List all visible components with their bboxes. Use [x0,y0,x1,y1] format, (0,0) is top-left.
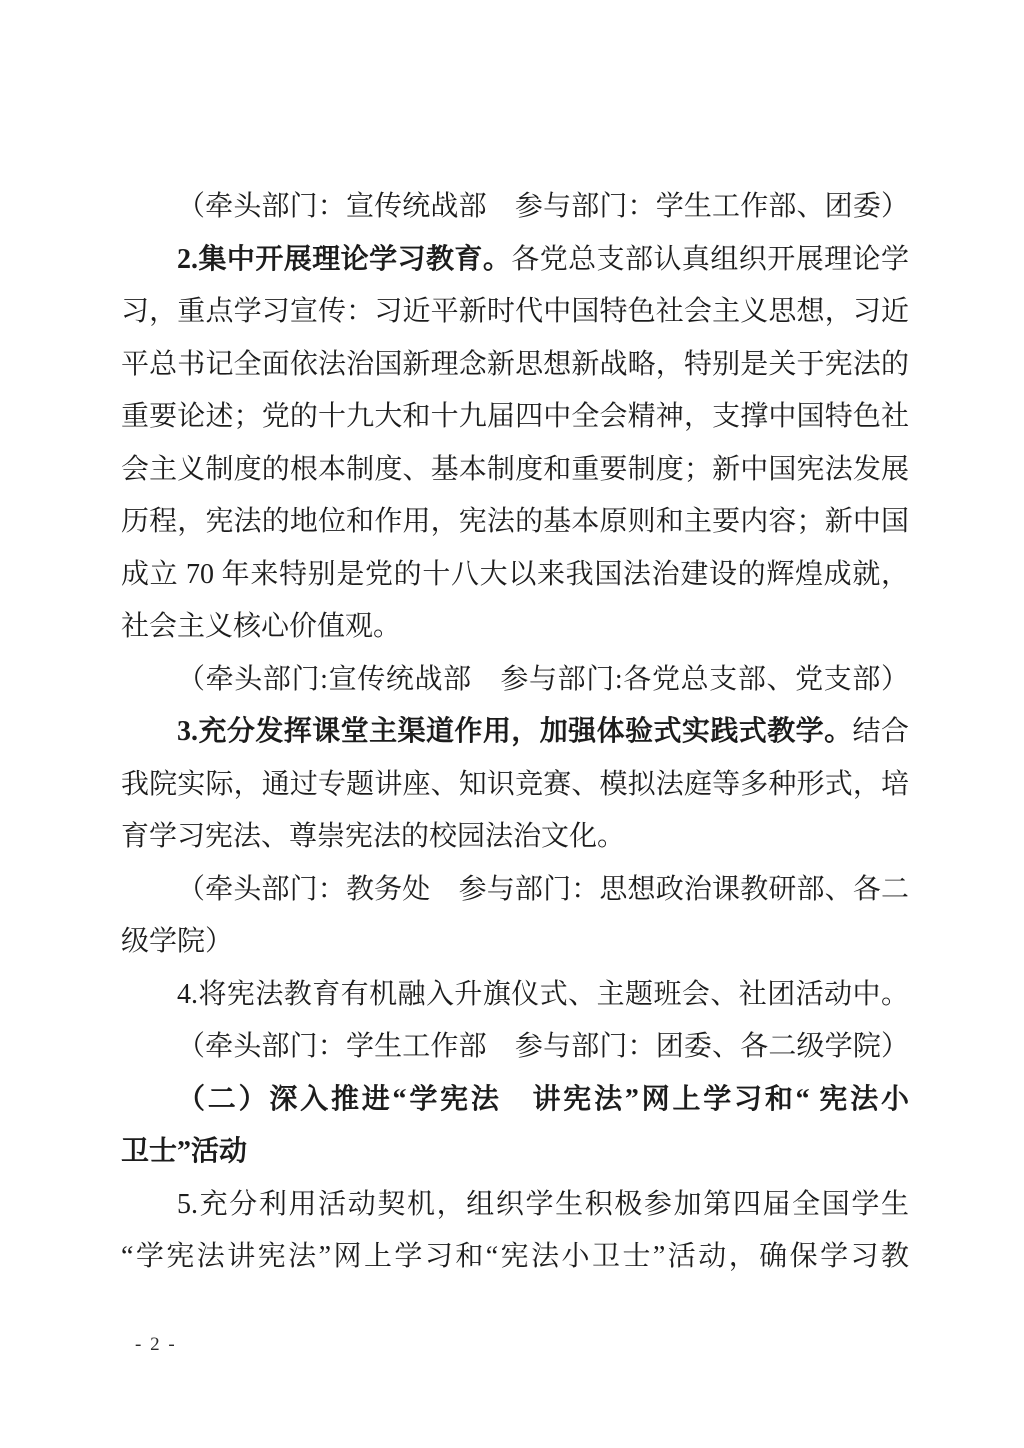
document-line [121,286,909,339]
text-segment: 育学习宪法、尊崇宪法的校园法治文化。 [121,821,626,852]
document-line [121,706,909,759]
text-segment: 习，重点学习宣传：习近平新时代中国特色社会主义思想，习近 [121,296,909,327]
text-segment: 历程，宪法的地位和作用，宪法的基本原则和主要内容；新中国 [121,506,909,537]
document-line [121,759,909,812]
document-line [121,916,909,969]
document-line [121,1021,909,1074]
document-line [121,391,909,444]
document-line [121,1126,909,1179]
text-segment: 平总书记全面依法治国新理念新思想新战略，特别是关于宪法的 [121,348,909,380]
document-line [121,234,909,287]
text-segment: （牵头部门：宣传统战部 参与部门：学生工作部、团委） [177,191,909,222]
text-segment: 会主义制度的根本制度、基本制度和重要制度；新中国宪法发展 [121,453,909,485]
text-segment: 5.充分利用活动契机，组织学生积极参加第四届全国学生 [177,1188,909,1220]
bold-text-segment: 2.集中开展理论学习教育。 [177,243,512,275]
text-segment: 级学院） [121,926,234,957]
document-line [121,654,909,707]
text-segment: 重要论述；党的十九大和十九届四中全会精神，支撑中国特色社 [121,401,909,432]
text-segment: （牵头部门：教务处 参与部门：思想政治课教研部、各二 [177,873,909,905]
text-segment: 各党总支部认真组织开展理论学 [511,243,909,275]
bold-text-segment: （二）深入推进“学宪法 讲宪法”网上学习和“ 宪法小 [177,1083,909,1115]
page-number: - 2 - [135,1334,177,1355]
text-segment: 结合 [852,716,909,747]
document-line [121,549,909,602]
text-segment: （牵头部门：学生工作部 参与部门：团委、各二级学院） [177,1031,909,1062]
document-line [121,811,909,864]
bold-text-segment: 卫士”活动 [121,1136,248,1167]
text-segment: 社会主义核心价值观。 [121,611,402,642]
text-segment: “学宪法讲宪法”网上学习和“宪法小卫士”活动，确保学习教 [121,1241,909,1272]
text-segment: 4.将宪法教育有机融入升旗仪式、主题班会、社团活动中。 [177,978,909,1010]
document-body [121,181,909,1284]
text-segment: 成立 70 年来特别是党的十八大以来我国法治建设的辉煌成就， [121,558,909,590]
document-line [121,969,909,1022]
document-line [121,601,909,654]
document-line [121,1231,909,1284]
document-line [121,339,909,392]
document-line [121,181,909,234]
document-line [121,444,909,497]
bold-text-segment: 3.充分发挥课堂主渠道作用，加强体验式实践式教学。 [177,716,853,747]
document-line [121,1179,909,1232]
document-line [121,864,909,917]
document-line [121,496,909,549]
text-segment: （牵头部门:宣传统战部 参与部门:各党总支部、党支部） [177,663,909,695]
document-line [121,1074,909,1127]
text-segment: 我院实际，通过专题讲座、知识竞赛、模拟法庭等多种形式，培 [121,768,909,800]
